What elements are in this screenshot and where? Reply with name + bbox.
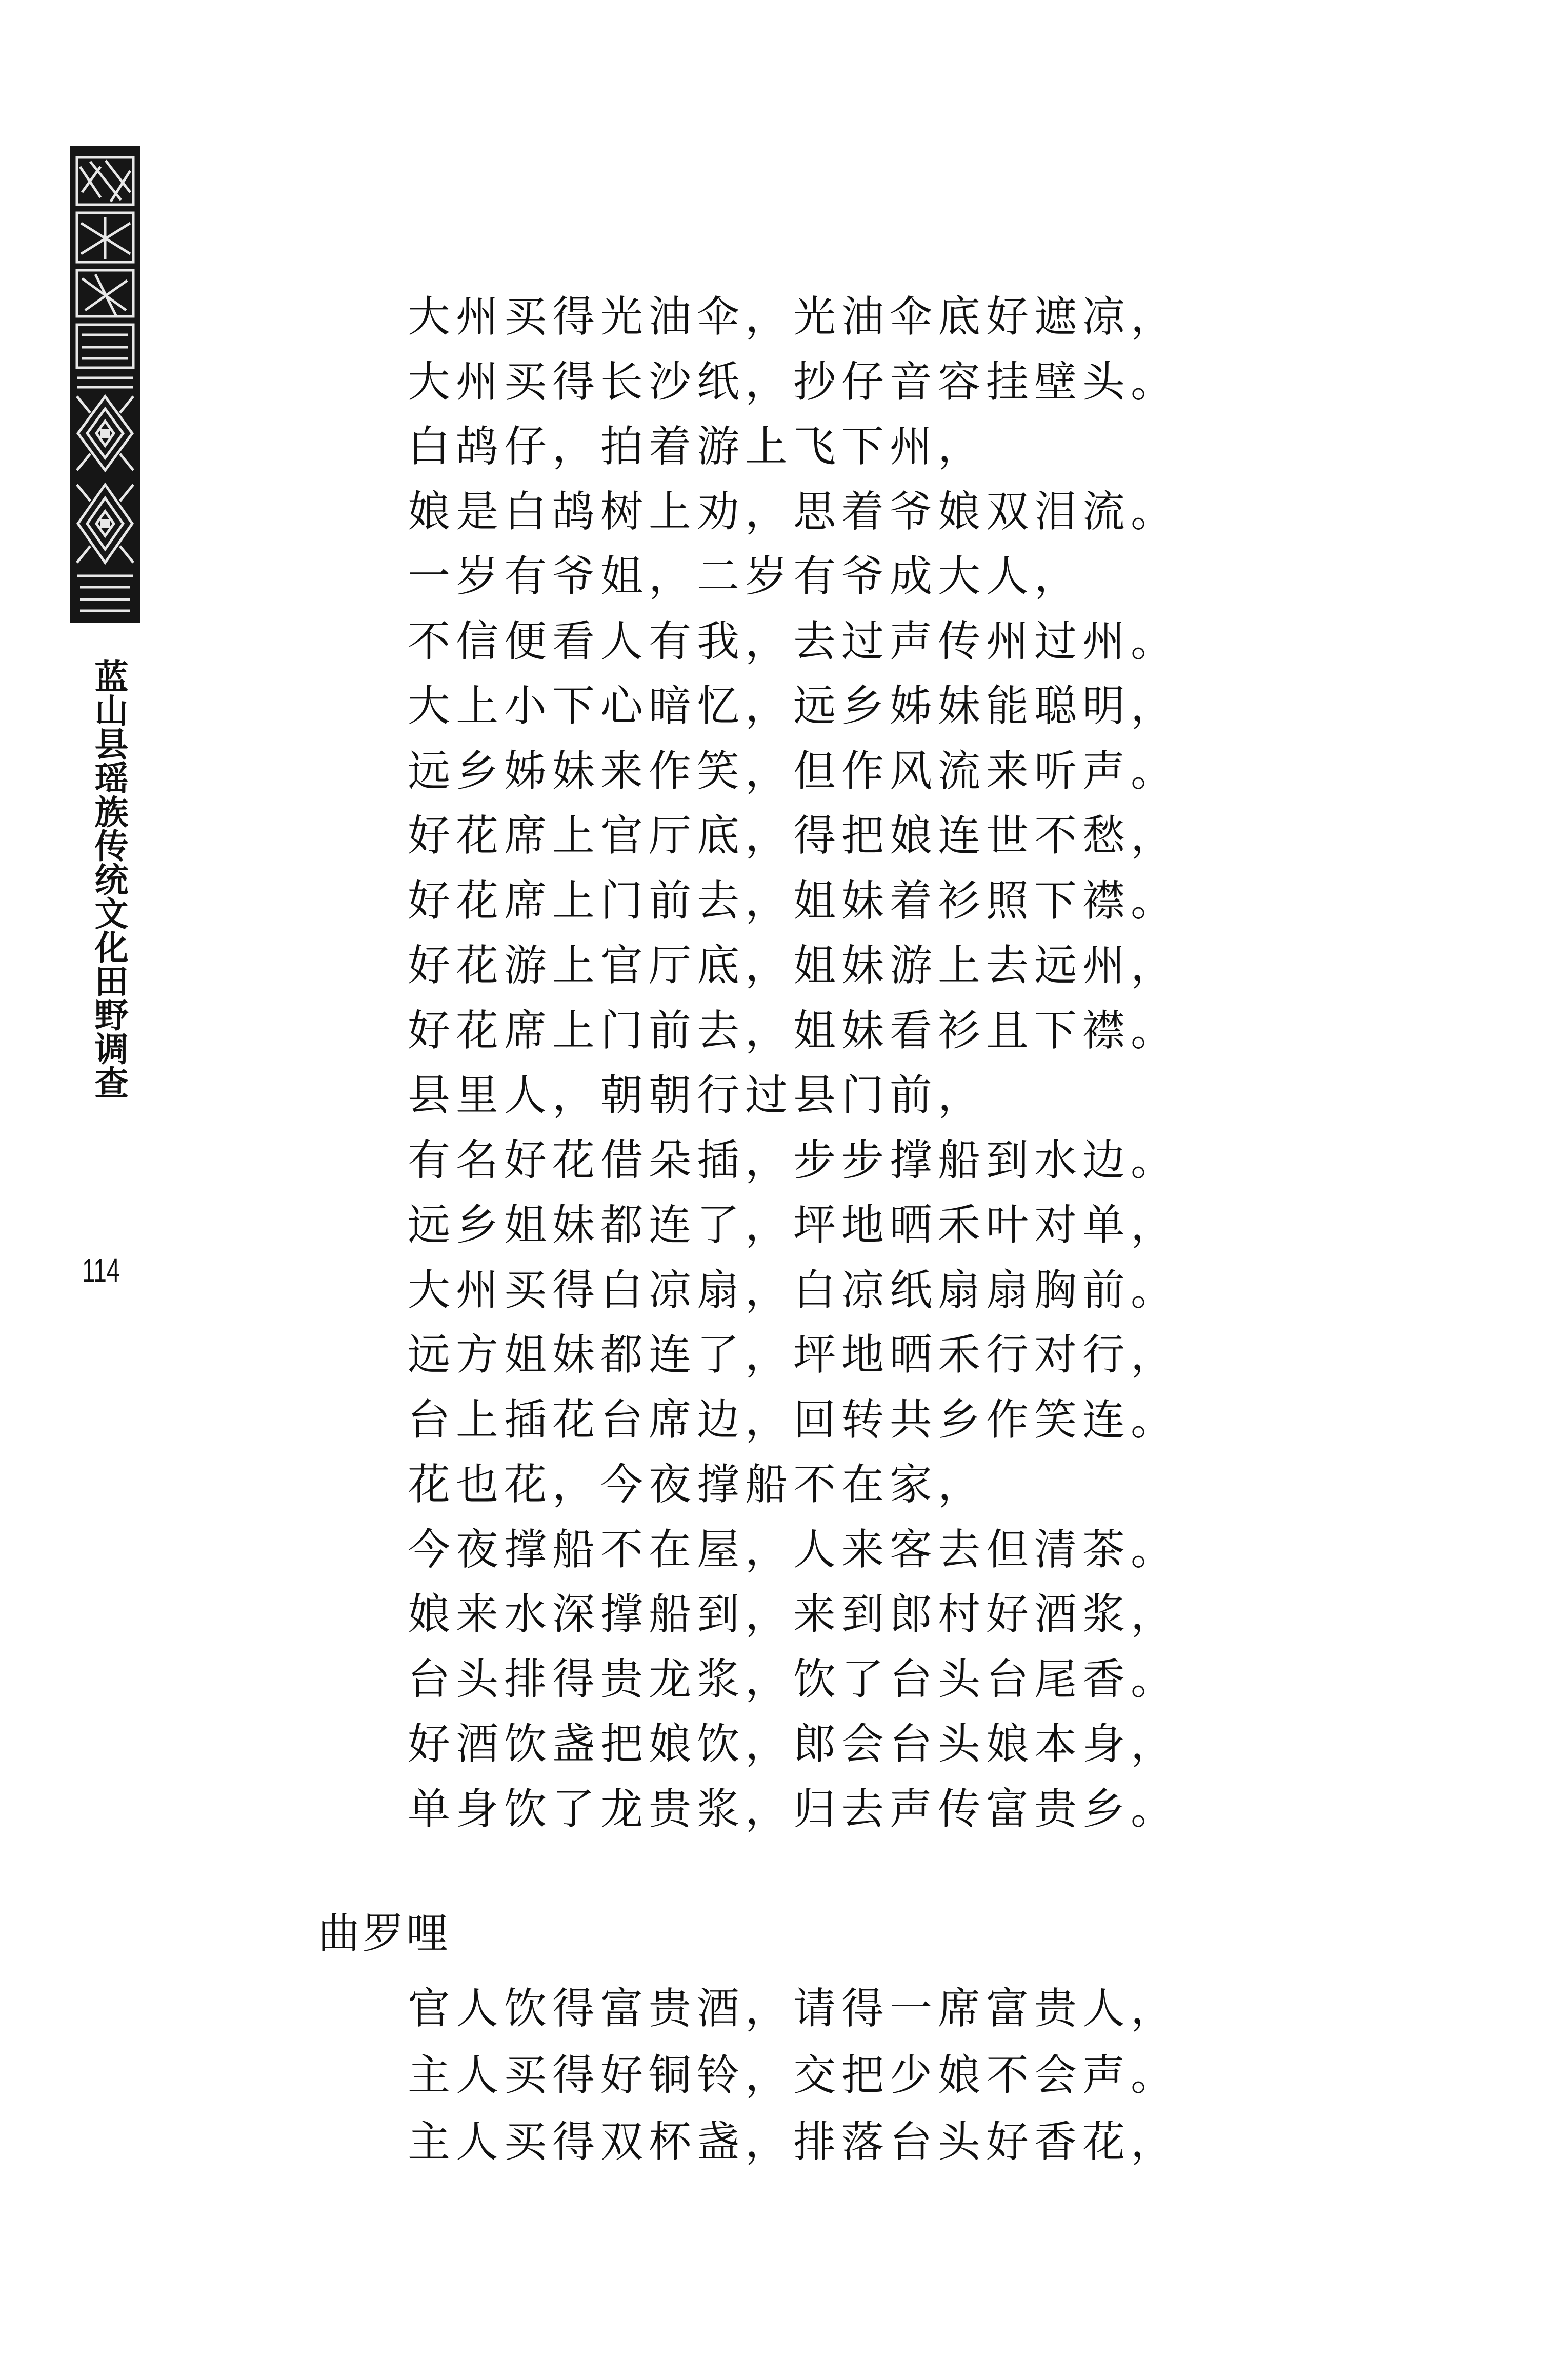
poem-line: 大上小下心暗忆，远乡姊妹能聪明， (408, 681, 1179, 731)
poem-line: 好花游上官厅底，姐妹游上去远州， (408, 941, 1179, 990)
poem-line: 大州买得长沙纸，抄仔音容挂壁头。 (408, 356, 1179, 407)
poem-line: 有名好花借朵插，步步撑船到水边。 (408, 1135, 1179, 1185)
poem-line: 白鸪仔，拍着游上飞下州， (408, 422, 986, 471)
poem-line: 远方姐妹都连了，坪地晒禾行对行， (408, 1330, 1179, 1380)
brocade-pattern-svg (70, 146, 140, 623)
poem-line: 远乡姊妹来作笑，但作风流来听声。 (408, 746, 1179, 796)
section-line: 官人饮得富贵酒，请得一席富贵人， (408, 1984, 1179, 2033)
poem-line: 花也花，今夜撑船不在家， (408, 1460, 986, 1509)
poem-line: 今夜撑船不在屋，人来客去但清茶。 (408, 1524, 1179, 1574)
poem-line: 台上插花台席边，回转共乡作笑连。 (408, 1394, 1179, 1445)
poem-line: 远乡姐妹都连了，坪地晒禾叶对单， (408, 1200, 1179, 1250)
poem-line: 娘来水深撑船到，来到郎村好酒浆， (408, 1589, 1179, 1639)
poem-lines (408, 285, 1179, 1842)
poem-line: 不信便看人有我，去过声传州过州。 (408, 616, 1179, 666)
poem-line: 单身饮了龙贵浆，归去声传富贵乡。 (408, 1784, 1179, 1834)
poem-line: 台头排得贵龙浆，饮了台头台尾香。 (408, 1654, 1179, 1704)
book-title: 蓝山县瑶族传统文化田野调查 (89, 659, 128, 1099)
poem-line: 一岁有爷姐，二岁有爷成大人， (408, 551, 1082, 601)
section-title: 曲罗哩 (318, 1909, 451, 1958)
section-lines (408, 1975, 1179, 2175)
poem-line: 好花席上门前去，姐妹看衫且下襟。 (408, 1005, 1179, 1055)
section-line: 主人买得好铜铃，交把少娘不会声。 (408, 2050, 1179, 2100)
poem-line: 娘是白鸪树上劝，思着爷娘双泪流。 (408, 486, 1179, 536)
section-line: 主人买得双杯盏，排落台头好香花， (408, 2117, 1179, 2167)
poem-line: 好花席上官厅底，得把娘连世不愁， (408, 811, 1179, 861)
poem-line: 大州买得光油伞，光油伞底好遮凉， (408, 292, 1179, 342)
poem-line: 大州买得白凉扇，白凉纸扇扇胸前。 (408, 1265, 1179, 1315)
poem-line: 好花席上门前去，姐妹着衫照下襟。 (408, 875, 1179, 926)
page-number: 114 (82, 1252, 120, 1289)
yao-brocade-pattern-icon (70, 146, 140, 623)
poem-line: 好酒饮盏把娘饮，郎会台头娘本身， (408, 1719, 1179, 1769)
poem-line: 县里人，朝朝行过县门前， (408, 1070, 986, 1120)
